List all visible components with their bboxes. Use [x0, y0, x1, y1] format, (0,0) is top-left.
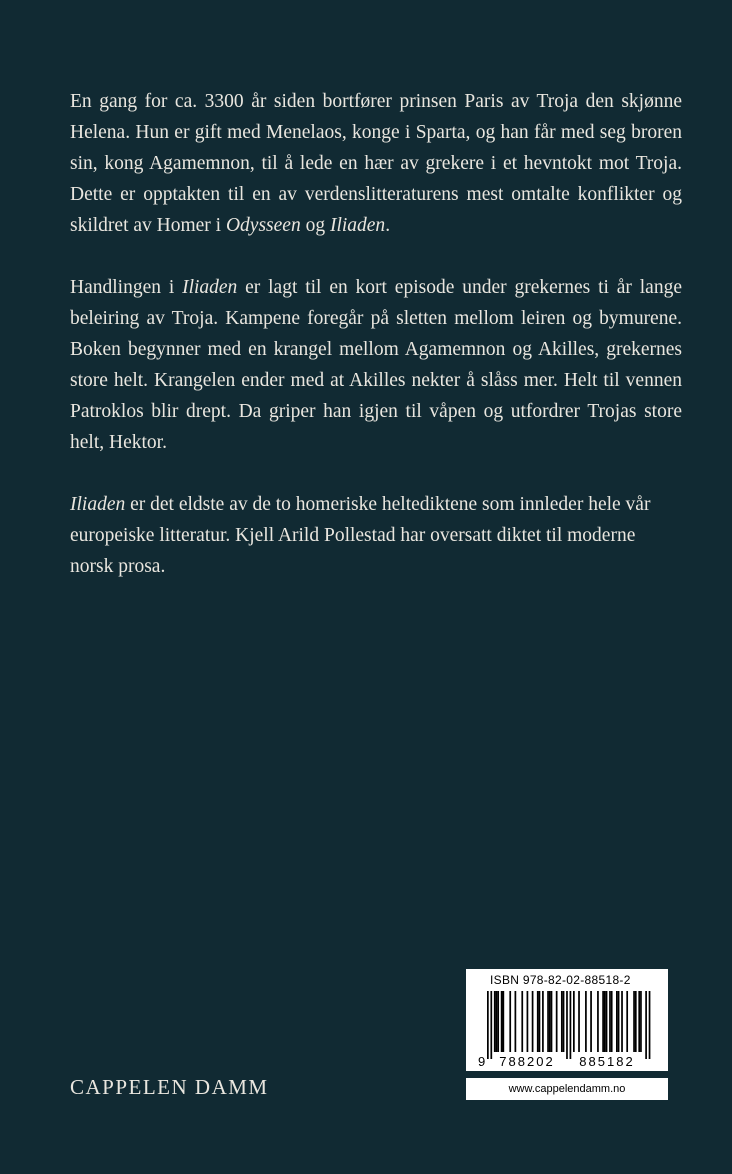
barcode-bar — [633, 991, 635, 1052]
barcode-bar — [616, 991, 618, 1052]
barcode-bar — [547, 991, 549, 1052]
barcode-bar — [515, 991, 517, 1052]
blurb-paragraph — [70, 489, 682, 582]
barcode-digit-prefix: 9 — [478, 1054, 486, 1069]
barcode-bar — [487, 991, 489, 1059]
isbn-barcode-box — [466, 969, 668, 1071]
text-run: og — [300, 215, 330, 236]
barcode-bar — [640, 991, 642, 1052]
barcode-bar — [604, 991, 606, 1052]
barcode-bar — [556, 991, 558, 1052]
barcode-bar — [570, 991, 572, 1059]
barcode-bar — [606, 991, 608, 1052]
book-title: Odysseen — [225, 215, 301, 236]
text-run: . — [385, 215, 391, 236]
barcode-bar — [573, 991, 575, 1052]
barcode-bar — [549, 991, 551, 1052]
book-title: Iliaden — [182, 277, 238, 298]
barcode-bar — [609, 991, 611, 1052]
back-cover-text — [70, 86, 682, 613]
barcode-bar — [618, 991, 620, 1052]
barcode-bar — [590, 991, 592, 1052]
text-run: er det eldste av de to homeriske heltediktene som innleder hele vår europeiske litteratur. Kjell Arild Pollestad har oversatt diktet til moderne norsk prosa. — [70, 494, 651, 577]
blurb-paragraph — [70, 86, 682, 241]
barcode-digits-right: 885182 — [579, 1054, 635, 1069]
barcode-bar — [638, 991, 640, 1052]
barcode-bar — [542, 991, 544, 1052]
barcode-bar — [611, 991, 613, 1052]
barcode-bar — [527, 991, 529, 1052]
barcode-bar — [563, 991, 565, 1052]
barcode-bar — [561, 991, 563, 1052]
barcode-bar — [539, 991, 541, 1052]
barcode-bar — [626, 991, 628, 1052]
barcode-bar — [521, 991, 523, 1052]
barcode-bar — [537, 991, 539, 1052]
text-run: En gang for ca. 3300 år siden bortfører prinsen Paris av Troja den skjønne Helena. Hun er gift med Menelaos, konge i Sparta, og han får med seg broren sin, kong Agamemnon, til å lede en hær av grekere i et hevntokt mot Troja. Dette er opptakten til en av verdenslitteraturens mest omtalte konflikter og skildret av Homer i — [70, 91, 682, 236]
barcode-bar — [501, 991, 503, 1052]
barcode-bar — [497, 991, 499, 1052]
text-run: Handlingen i — [70, 277, 183, 298]
barcode-bar — [551, 991, 553, 1052]
blurb-paragraph — [70, 272, 682, 458]
barcode-bars — [487, 991, 650, 1059]
barcode-bar — [649, 991, 651, 1059]
barcode-bar — [578, 991, 580, 1052]
barcode-bar — [502, 991, 504, 1052]
isbn-number: ISBN 978-82-02-88518-2 — [490, 973, 631, 987]
barcode-bar — [566, 991, 568, 1059]
barcode-bar — [597, 991, 599, 1052]
barcode-bar — [602, 991, 604, 1052]
book-title: Iliaden — [329, 215, 386, 236]
book-title: Iliaden — [70, 494, 126, 515]
publisher-website: www.cappelendamm.no — [466, 1078, 668, 1100]
barcode-bar — [621, 991, 623, 1052]
barcode-bar — [635, 991, 637, 1052]
text-run: er lagt til en kort episode under grekernes ti år lange beleiring av Troja. Kampene foregår på sletten mellom leiren og bymurene. Boken begynner med en krangel mellom Agamemnon og Akilles, grekernes store helt. Krangelen ender med at Akilles nekter å slåss mer. Helt til vennen Patroklos blir drept. Da griper han igjen til våpen og utfordrer Trojas store helt, Hektor. — [70, 277, 682, 453]
barcode-bar — [585, 991, 587, 1052]
barcode-bar — [532, 991, 534, 1052]
barcode-bar — [645, 991, 647, 1059]
barcode-bar — [509, 991, 511, 1052]
barcode-bar — [496, 991, 498, 1052]
publisher-logo: CAPPELEN DAMM — [70, 1075, 269, 1099]
barcode-bar — [490, 991, 492, 1059]
barcode-bar — [494, 991, 496, 1052]
barcode-digits-left: 788202 — [499, 1054, 555, 1069]
